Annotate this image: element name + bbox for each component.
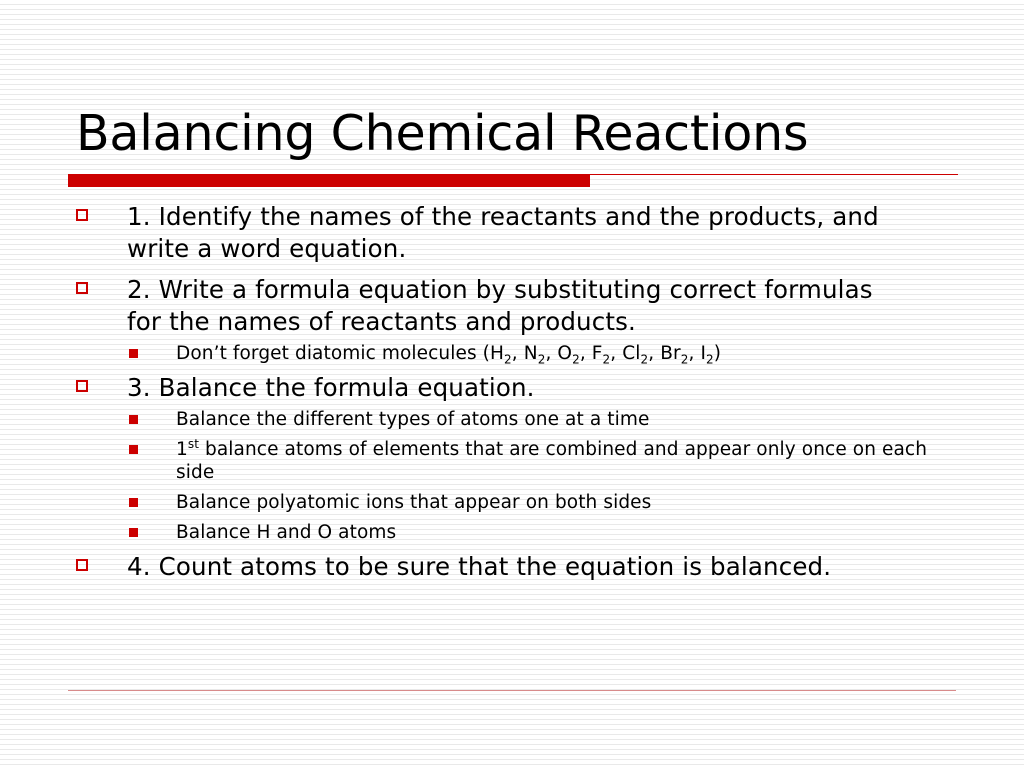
- diatomic-f: [591, 343, 623, 367]
- element-subscript: 2: [706, 352, 714, 367]
- diatomic-h: [490, 343, 524, 367]
- separator: ,: [545, 343, 558, 364]
- element-symbol: F: [591, 343, 603, 364]
- slide-title: Balancing Chemical Reactions: [76, 105, 809, 162]
- sub-item-text: Balance H and O atoms: [176, 522, 397, 543]
- element-subscript: 2: [537, 352, 546, 367]
- element-symbol: Cl: [622, 343, 641, 364]
- hollow-square-bullet-icon: [76, 380, 88, 392]
- diatomic-note-item: [0, 342, 1024, 365]
- step-3-text: 3. Balance the formula equation.: [127, 373, 535, 402]
- hollow-square-bullet-icon: [76, 559, 88, 571]
- step-2-text: 2. Write a formula equation by substituting correct formulas for the names of reactants and products.: [127, 275, 873, 336]
- sub-item-polyatomic: [0, 491, 1024, 514]
- sub-item-balance-types: [0, 408, 1024, 431]
- title-underline-thin: [590, 174, 958, 175]
- diatomic-br: [660, 343, 701, 367]
- step-3-sub-list: [0, 408, 1024, 544]
- element-symbol: N: [523, 343, 538, 364]
- hollow-square-bullet-icon: [76, 209, 88, 221]
- element-subscript: 2: [640, 352, 649, 367]
- filled-square-bullet-icon: [129, 445, 138, 454]
- step-3-subgroup: [0, 408, 1024, 544]
- filled-square-bullet-icon: [129, 498, 138, 507]
- diatomic-cl: [622, 343, 661, 367]
- element-subscript: 2: [680, 352, 689, 367]
- diatomic-o: [557, 343, 592, 367]
- sub-item-first-balance: [0, 438, 1024, 484]
- step-2-item: [0, 274, 1024, 338]
- element-symbol: I: [700, 343, 707, 364]
- element-subscript: 2: [572, 352, 580, 367]
- sub-item-text: Balance the different types of atoms one at a time: [176, 409, 650, 430]
- step-4-text: 4. Count atoms to be sure that the equation is balanced.: [127, 552, 832, 581]
- filled-square-bullet-icon: [129, 349, 138, 358]
- filled-square-bullet-icon: [129, 415, 138, 424]
- hollow-square-bullet-icon: [76, 282, 88, 294]
- step-4-item: [0, 551, 1024, 583]
- separator: ): [713, 343, 722, 364]
- step-2-sub-list: [0, 342, 1024, 365]
- sub-item-text: balance atoms of elements that are combined and appear only once on each side: [176, 439, 928, 483]
- sub-item-h-and-o: [0, 521, 1024, 544]
- step-3-item: [0, 372, 1024, 404]
- diatomic-i: [700, 343, 722, 367]
- ordinal-number: 1: [176, 439, 188, 460]
- sub-item-text: Balance polyatomic ions that appear on both sides: [176, 492, 652, 513]
- diatomic-n: [523, 343, 558, 367]
- separator: ,: [579, 343, 592, 364]
- filled-square-bullet-icon: [129, 528, 138, 537]
- element-symbol: Br: [660, 343, 681, 364]
- title-underline-thick: [68, 174, 590, 187]
- step-1-item: [0, 201, 1024, 265]
- step-1-text: 1. Identify the names of the reactants and the products, and write a word equation.: [127, 202, 879, 263]
- separator: ,: [648, 343, 661, 364]
- element-subscript: 2: [602, 352, 611, 367]
- footer-divider: [68, 690, 956, 691]
- step-2-subgroup: [0, 342, 1024, 365]
- bullet-list: [0, 201, 1024, 592]
- separator: ,: [610, 343, 623, 364]
- diatomic-note-prefix: Don’t forget diatomic molecules (: [176, 343, 490, 364]
- separator: ,: [511, 343, 524, 364]
- element-symbol: H: [490, 343, 505, 364]
- ordinal-suffix: st: [187, 436, 200, 451]
- separator: ,: [688, 343, 701, 364]
- element-subscript: 2: [504, 352, 512, 367]
- element-symbol: O: [557, 343, 573, 364]
